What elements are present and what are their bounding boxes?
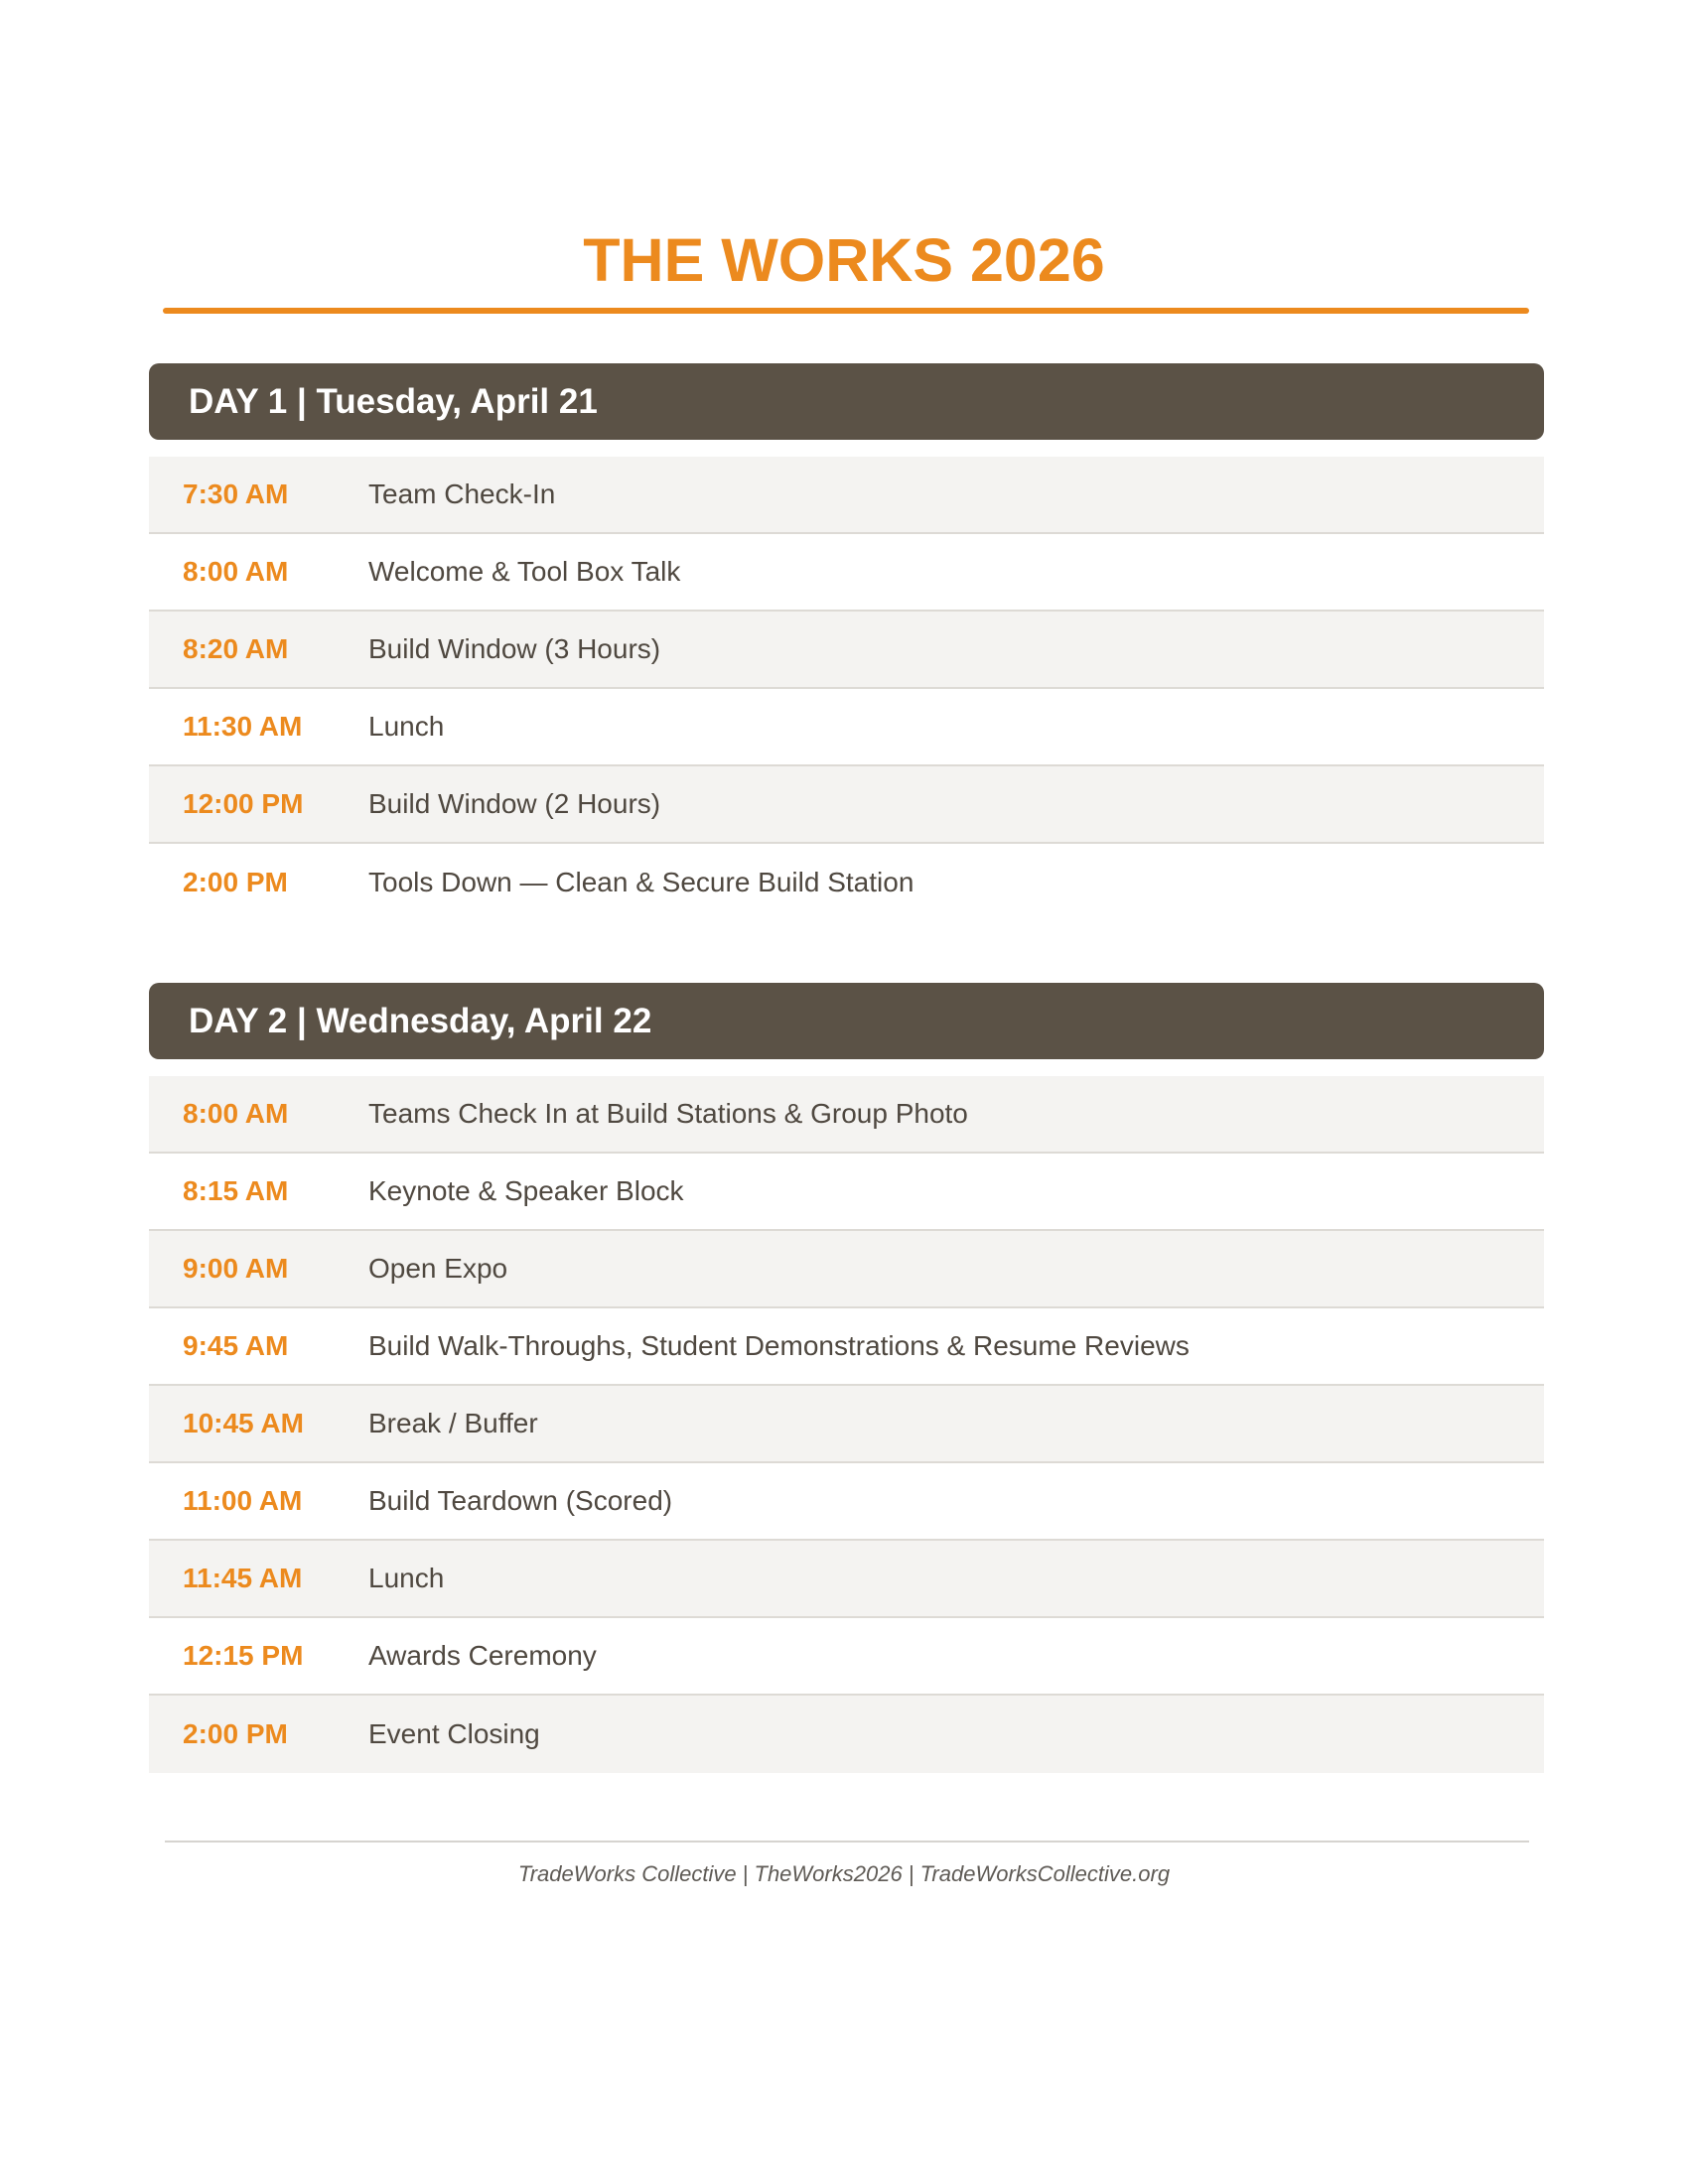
schedule-time: 2:00 PM: [183, 867, 288, 897]
schedule-time: 2:00 PM: [183, 1718, 288, 1749]
day-1-header: DAY 1 | Tuesday, April 21: [149, 363, 1544, 440]
schedule-activity: Team Check-In: [368, 478, 556, 509]
schedule-activity: Build Walk-Throughs, Student Demonstrations & Resume Reviews: [368, 1330, 1190, 1361]
schedule-row: [149, 689, 1544, 766]
schedule-time: 9:00 AM: [183, 1253, 289, 1284]
schedule-row: [149, 1308, 1544, 1386]
schedule-activity: Event Closing: [368, 1718, 540, 1749]
schedule-time: 8:20 AM: [183, 633, 289, 664]
schedule-activity: Break / Buffer: [368, 1408, 538, 1438]
schedule-row: [149, 844, 1544, 921]
schedule-row: [149, 1618, 1544, 1696]
schedule-row: [149, 1696, 1544, 1773]
schedule-activity: Build Teardown (Scored): [368, 1485, 673, 1516]
schedule-row: [149, 1076, 1544, 1154]
schedule-time: 12:15 PM: [183, 1640, 304, 1671]
schedule-time: 11:45 AM: [183, 1563, 303, 1593]
schedule-activity: Build Window (3 Hours): [368, 633, 661, 664]
schedule-row: [149, 1386, 1544, 1463]
schedule-time: 11:30 AM: [183, 711, 303, 742]
schedule-activity: Build Window (2 Hours): [368, 788, 661, 819]
schedule-row: [149, 1231, 1544, 1308]
schedule-row: [149, 766, 1544, 844]
schedule-time: 12:00 PM: [183, 788, 304, 819]
schedule-activity: Keynote & Speaker Block: [368, 1175, 684, 1206]
schedule-row: [149, 534, 1544, 612]
schedule-time: 8:00 AM: [183, 556, 289, 587]
day-2-section: [149, 983, 1544, 1773]
schedule-activity: Awards Ceremony: [368, 1640, 597, 1671]
schedule-time: 10:45 AM: [183, 1408, 304, 1438]
schedule-row: [149, 1541, 1544, 1618]
schedule-row: [149, 1154, 1544, 1231]
day-1-schedule: [149, 457, 1544, 921]
schedule-activity: Open Expo: [368, 1253, 508, 1284]
schedule-time: 11:00 AM: [183, 1485, 303, 1516]
schedule-activity: Teams Check In at Build Stations & Group Photo: [368, 1098, 968, 1129]
document-title: THE WORKS 2026: [583, 226, 1105, 294]
schedule-row: [149, 612, 1544, 689]
schedule-activity: Lunch: [368, 1563, 445, 1593]
schedule-time: 8:15 AM: [183, 1175, 289, 1206]
schedule-activity: Tools Down — Clean & Secure Build Station: [368, 867, 914, 897]
schedule-row: [149, 1463, 1544, 1541]
page-footer: TradeWorks Collective | TheWorks2026 | TradeWorksCollective.org: [517, 1861, 1171, 1886]
schedule-time: 8:00 AM: [183, 1098, 289, 1129]
schedule-activity: Lunch: [368, 711, 445, 742]
day-1-section: [149, 363, 1544, 921]
schedule-row: [149, 457, 1544, 534]
day-2-schedule: [149, 1076, 1544, 1773]
schedule-time: 7:30 AM: [183, 478, 289, 509]
footer-divider: [165, 1841, 1529, 1843]
title-divider: [163, 308, 1529, 314]
schedule-activity: Welcome & Tool Box Talk: [368, 556, 681, 587]
schedule-time: 9:45 AM: [183, 1330, 289, 1361]
day-2-header: DAY 2 | Wednesday, April 22: [149, 983, 1544, 1059]
